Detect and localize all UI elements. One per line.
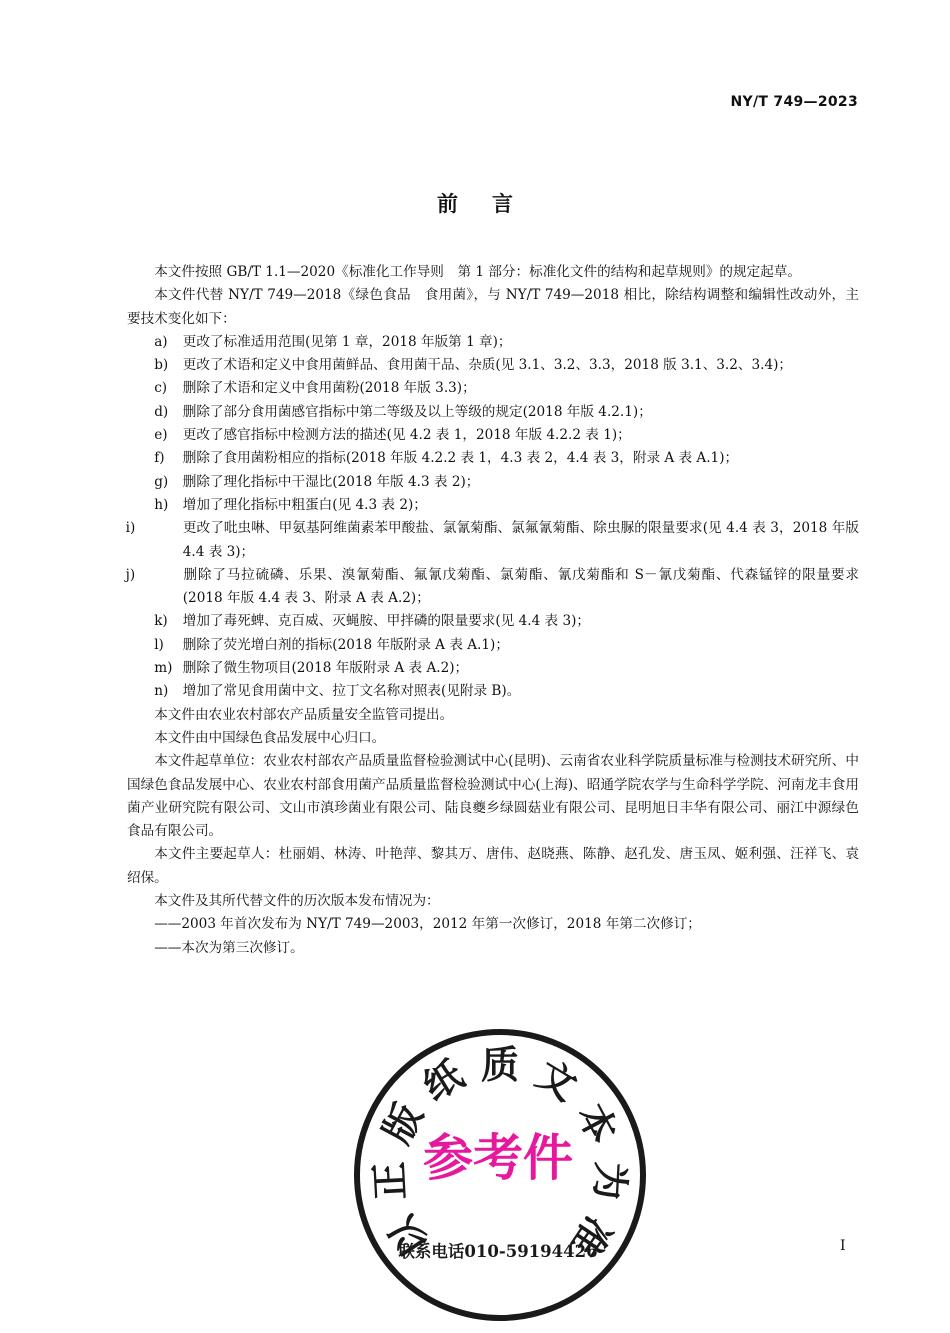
list-item-text: 更改了标准适用范围(见第 1 章，2018 年版第 1 章)；	[182, 333, 512, 350]
stamp-arc-char: 以	[379, 1208, 438, 1265]
list-item	[127, 377, 859, 400]
list-item-text: 增加了理化指标中粗蛋白(见 4.3 表 2)；	[182, 496, 427, 513]
paragraph-drafting-units: 本文件起草单位：农业农村部农产品质量监督检验测试中心(昆明)、云南省农业科学院质量标准与检测技术研究所、中国绿色食品发展中心、农业农村部食用菌产品质量监督检验测试中心(上海)、昭通学院农学与生命科学学院、河南龙丰食用菌产业研究院有限公司、文山市滇珍菌业有限公司、陆良夔乡绿圆菇业有限公司、昆明旭日丰华有限公司、丽江中源绿色食品有限公司。	[127, 753, 859, 840]
list-marker: j)	[125, 566, 136, 583]
history-item: ——2003 年首次发布为 NY/T 749—2003，2012 年第一次修订，2018 年第二次修订；	[154, 916, 701, 933]
list-item	[127, 494, 859, 517]
stamp-arc-char: 准	[562, 1208, 621, 1265]
page-number: I	[840, 1238, 846, 1254]
list-item-text: 增加了常见食用菌中文、拉丁文名称对照表(见附录 B)。	[182, 683, 521, 700]
paragraph-replacement: 本文件代替 NY/T 749—2018《绿色食品 食用菌》，与 NY/T 749—2018 相比，除结构调整和编辑性改动外，主要技术变化如下：	[127, 287, 859, 327]
list-item-text: 增加了毒死蜱、克百威、灭蝇胺、甲拌磷的限量要求(见 4.4 表 3)；	[182, 613, 591, 630]
stamp-phone-text: 联系电话010-59194426	[398, 1242, 598, 1261]
list-item-text: 删除了术语和定义中食用菌粉(2018 年版 3.3)；	[182, 380, 476, 397]
paragraph-drafters: 本文件主要起草人：杜丽娟、林涛、叶艳萍、黎其万、唐伟、赵晓燕、陈静、赵孔发、唐玉凤、姬利强、汪祥飞、袁绍保。	[127, 846, 859, 886]
list-item	[127, 424, 859, 447]
list-item	[127, 471, 859, 494]
list-item-text: 删除了微生物项目(2018 年版附录 A 表 A.2)；	[182, 660, 469, 677]
list-item	[127, 447, 859, 470]
list-item-text: 删除了理化指标中干湿比(2018 年版 4.3 表 2)；	[182, 473, 480, 490]
list-item	[127, 354, 859, 377]
stamp-arc-char: 质	[480, 1043, 520, 1087]
list-item	[127, 401, 859, 424]
stamp-arc-char: 文	[529, 1052, 585, 1110]
list-item-text: 删除了部分食用菌感官指标中第二等级及以上等级的规定(2018 年版 4.2.1)；	[182, 403, 652, 420]
stamp-center-text: 参考件	[423, 1129, 573, 1187]
history-item: ——本次为第三次修订。	[154, 939, 304, 956]
list-item	[127, 634, 859, 657]
list-marker: a)	[154, 333, 168, 350]
list-marker: f)	[154, 450, 165, 467]
stamp-arc-char: 版	[374, 1096, 432, 1151]
paragraph-history-intro: 本文件及其所代替文件的历次版本发布情况为：	[154, 893, 440, 910]
paragraph-centralizer: 本文件由中国绿色食品发展中心归口。	[154, 729, 386, 746]
list-marker: e)	[154, 427, 168, 444]
stamp-arc-char: 为	[586, 1160, 633, 1201]
list-marker: d)	[154, 403, 169, 420]
list-item	[127, 564, 859, 611]
list-marker: c)	[154, 380, 168, 397]
list-marker: i)	[125, 520, 136, 537]
stamp-arc-char: 正	[367, 1160, 414, 1201]
reference-stamp	[350, 1025, 650, 1325]
changes-list	[127, 331, 859, 704]
list-marker: h)	[154, 496, 169, 513]
list-item	[127, 331, 859, 354]
document-body	[127, 261, 859, 960]
paragraph-proposer: 本文件由农业农村部农产品质量安全监管司提出。	[154, 706, 454, 723]
list-item	[127, 610, 859, 633]
list-marker: g)	[154, 473, 169, 490]
list-marker: b)	[154, 357, 169, 374]
list-item-text: 更改了感官指标中检测方法的描述(见 4.2 表 1，2018 年版 4.2.2 表 1)；	[182, 427, 631, 444]
list-marker: m)	[154, 660, 173, 677]
list-item	[127, 517, 859, 564]
list-item	[127, 680, 859, 703]
list-item-text: 删除了食用菌粉相应的指标(2018 年版 4.2.2 表 1，4.3 表 2，4.4 表 3，附录 A 表 A.1)；	[182, 450, 739, 467]
list-item-text: 更改了术语和定义中食用菌鲜品、食用菌干品、杂质(见 3.1、3.2、3.3，2018 版 3.1、3.2、3.4)；	[182, 357, 793, 374]
list-marker: n)	[154, 683, 169, 700]
list-item-text: 更改了吡虫啉、甲氨基阿维菌素苯甲酸盐、氯氰菊酯、氯氟氰菊酯、除虫脲的限量要求(见 4.4 表 3，2018 年版 4.4 表 3)；	[182, 520, 859, 560]
stamp-arc-char: 纸	[415, 1052, 471, 1110]
page-title: 前言	[437, 192, 547, 216]
stamp-arc-char: 本	[568, 1096, 626, 1151]
list-item	[127, 657, 859, 680]
list-marker: k)	[154, 613, 168, 630]
doc-code: NY/T 749—2023	[730, 94, 858, 110]
list-item-text: 删除了荧光增白剂的指标(2018 年版附录 A 表 A.1)；	[182, 636, 509, 653]
list-item-text: 删除了马拉硫磷、乐果、溴氰菊酯、氟氰戊菊酯、氯菊酯、氰戊菊酯和 S－氰戊菊酯、代森锰锌的限量要求(2018 年版 4.4 表 3、附录 A 表 A.2)；	[182, 566, 859, 607]
list-marker: l)	[154, 636, 164, 653]
paragraph-drafting-rules: 本文件按照 GB/T 1.1—2020《标准化工作导则 第 1 部分：标准化文件的结构和起草规则》的规定起草。	[154, 264, 801, 280]
